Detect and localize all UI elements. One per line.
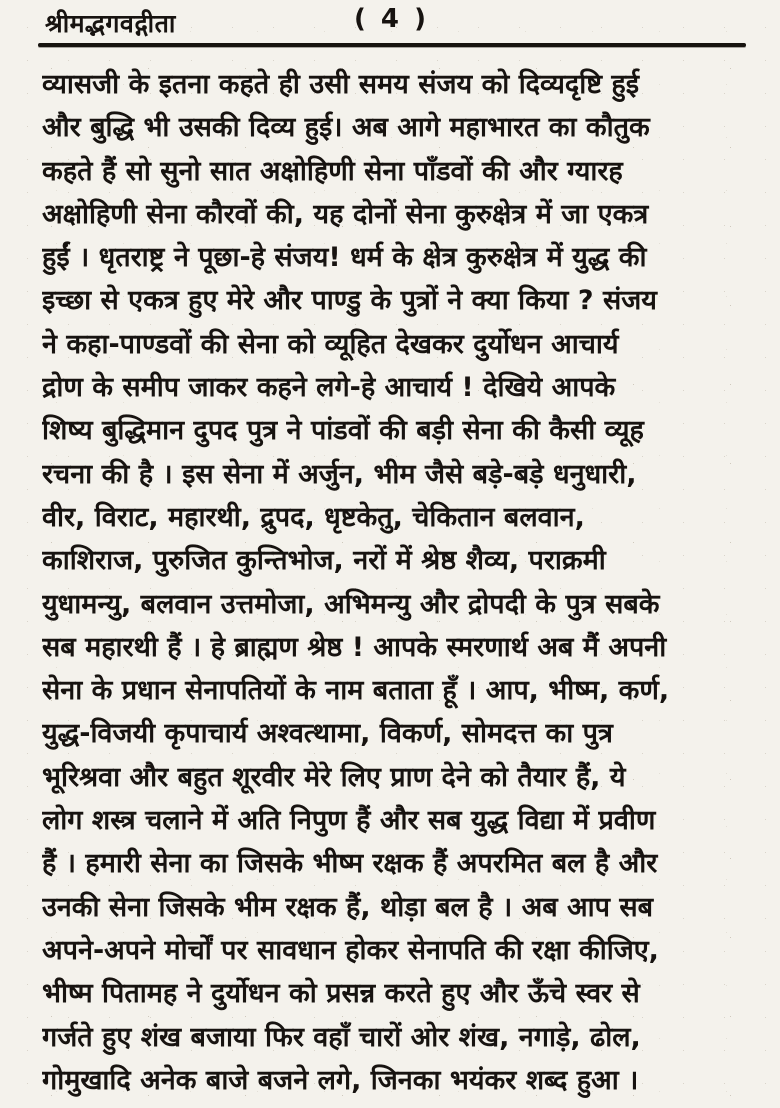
text-line: अपने-अपने मोर्चों पर सावधान होकर सेनापति की रक्षा कीजिए, <box>42 934 659 966</box>
text-line: युद्ध-विजयी कृपाचार्य अश्वत्थामा, विकर्ण, सोमदत्त का पुत्र <box>42 718 613 750</box>
text-line: वीर, विराट, महारथी, द्रुपद, धृष्टकेतु, चेकितान बलवान, <box>42 501 585 533</box>
text-line: लोग शस्त्र चलाने में अति निपुण हैं और सब युद्ध विद्या में प्रवीण <box>42 805 656 837</box>
text-line: शिष्य बुद्धिमान दुपद पुत्र ने पांडवों की बड़ी सेना की कैसी व्यूह <box>42 415 644 447</box>
text-line: द्रोण के समीप जाकर कहने लगे-हे आचार्य ! देखिये आपके <box>42 372 616 404</box>
text-line: रचना की है । इस सेना में अर्जुन, भीम जैसे बड़े-बड़े धनुधारी, <box>42 458 637 490</box>
text-line: सेना के प्रधान सेनापतियों के नाम बताता हूँ । आप, भीष्म, कर्ण, <box>42 675 670 707</box>
text-line: ने कहा-पाण्डवों की सेना को व्यूहित देखकर दुर्योधन आचार्य <box>42 328 619 360</box>
text-line: भूरिश्रवा और बहुत शूरवीर मेरे लिए प्राण देने को तैयार हैं, ये <box>42 761 626 793</box>
text-line: व्यासजी के इतना कहते ही उसी समय संजय को दिव्यदृष्टि हुई <box>42 69 640 100</box>
text-line: अक्षोहिणी सेना कौरवों की, यह दोनों सेना कुरुक्षेत्र में जा एकत्र <box>42 198 649 230</box>
text-line: गर्जते हुए शंख बजाया फिर वहाँ चारों ओर शंख, नगाड़े, ढोल, <box>42 1021 641 1053</box>
text-line: भीष्म पितामह ने दुर्योधन को प्रसन्न करते हुए और ऊँचे स्वर से <box>42 978 640 1010</box>
text-line: इच्छा से एकत्र हुए मेरे और पाण्डु के पुत्रों ने क्या किया ? संजय <box>42 285 657 317</box>
text-line: और बुद्धि भी उसकी दिव्य हुई। अब आगे महाभारत का कौतुक <box>42 112 650 144</box>
text-line: सब महारथी हैं । हे ब्राह्मण श्रेष्ठ ! आपके स्मरणार्थ अब मैं अपनी <box>42 631 667 663</box>
text-line: काशिराज, पुरुजित कुन्तिभोज, नरों में श्रेष्ठ शैव्य, पराक्रमी <box>42 545 606 577</box>
book-title: श्रीमद्भगवद्गीता <box>45 9 176 38</box>
page-header <box>42 4 744 44</box>
page-number: ( 4 ) <box>354 4 429 34</box>
text-line: कहते हैं सो सुनो सात अक्षोहिणी सेना पाँडवों की और ग्यारह <box>42 155 623 187</box>
text-line: उनकी सेना जिसके भीम रक्षक हैं, थोड़ा बल है । अब आप सब <box>42 891 654 923</box>
text-line: युधामन्यु, बलवान उत्तमोजा, अभिमन्यु और द्रोपदी के पुत्र सबके <box>42 588 660 620</box>
text-line: हैं । हमारी सेना का जिसके भीष्म रक्षक हैं अपरमित बल है और <box>42 848 658 880</box>
body-text <box>42 63 744 1108</box>
header-divider <box>38 43 746 47</box>
text-line: हुईं । धृतराष्ट्र ने पूछा-हे संजय! धर्म के क्षेत्र कुरुक्षेत्र में युद्ध की <box>42 242 647 274</box>
text-line: गोमुखादि अनेक बाजे बजने लगे, जिनका भयंकर शब्द हुआ । <box>42 1064 639 1096</box>
